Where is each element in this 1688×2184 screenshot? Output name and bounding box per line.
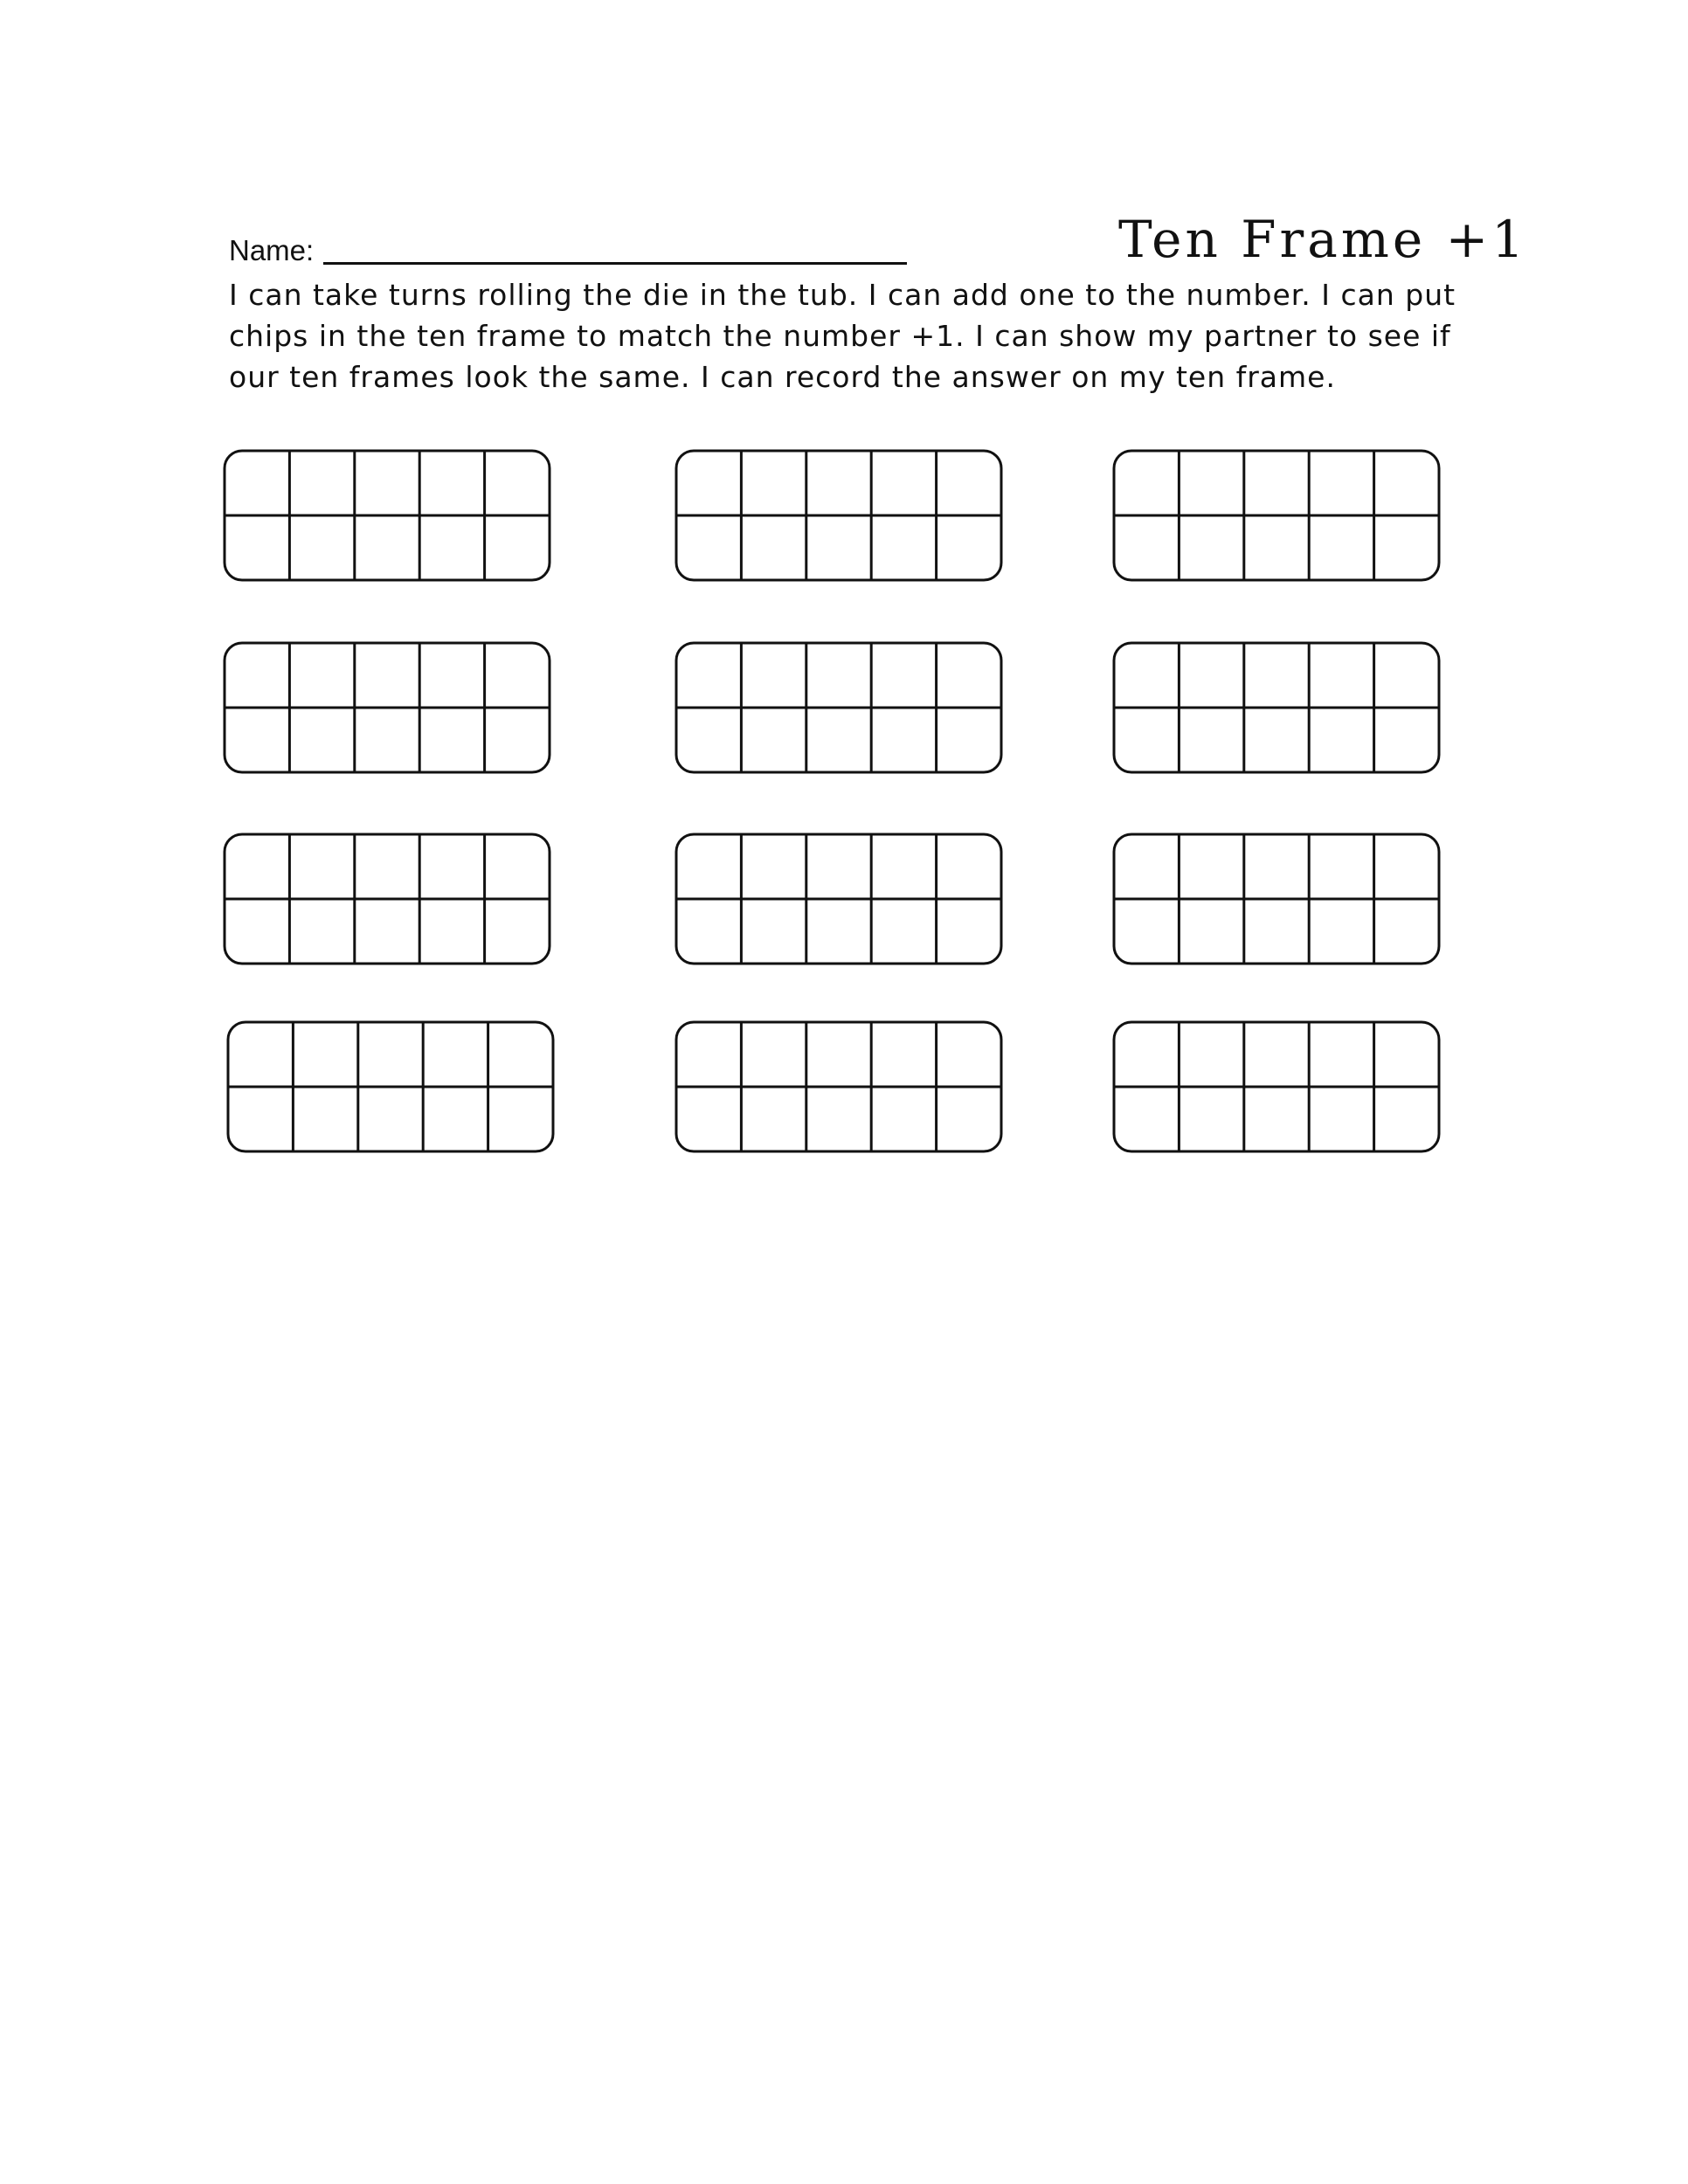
ten-frame-3	[1114, 451, 1439, 580]
instructions-line-3: our ten frames look the same. I can record the answer on my ten frame.	[229, 360, 1336, 394]
ten-frame-5	[676, 643, 1001, 772]
name-label: Name:	[229, 234, 315, 266]
ten-frame-4	[225, 643, 550, 772]
ten-frame-1	[225, 451, 550, 580]
ten-frame-2	[676, 451, 1001, 580]
ten-frame-9	[1114, 834, 1439, 964]
ten-frame-7	[225, 834, 550, 964]
worksheet-title: Ten Frame +1	[1118, 210, 1528, 269]
ten-frame-11	[676, 1022, 1001, 1151]
ten-frame-12	[1114, 1022, 1439, 1151]
instructions-line-1: I can take turns rolling the die in the tub. I can add one to the number. I can put	[229, 278, 1456, 312]
ten-frame-8	[676, 834, 1001, 964]
ten-frame-10	[228, 1022, 553, 1151]
ten-frame-6	[1114, 643, 1439, 772]
instructions-line-2: chips in the ten frame to match the number +1. I can show my partner to see if	[229, 319, 1451, 353]
